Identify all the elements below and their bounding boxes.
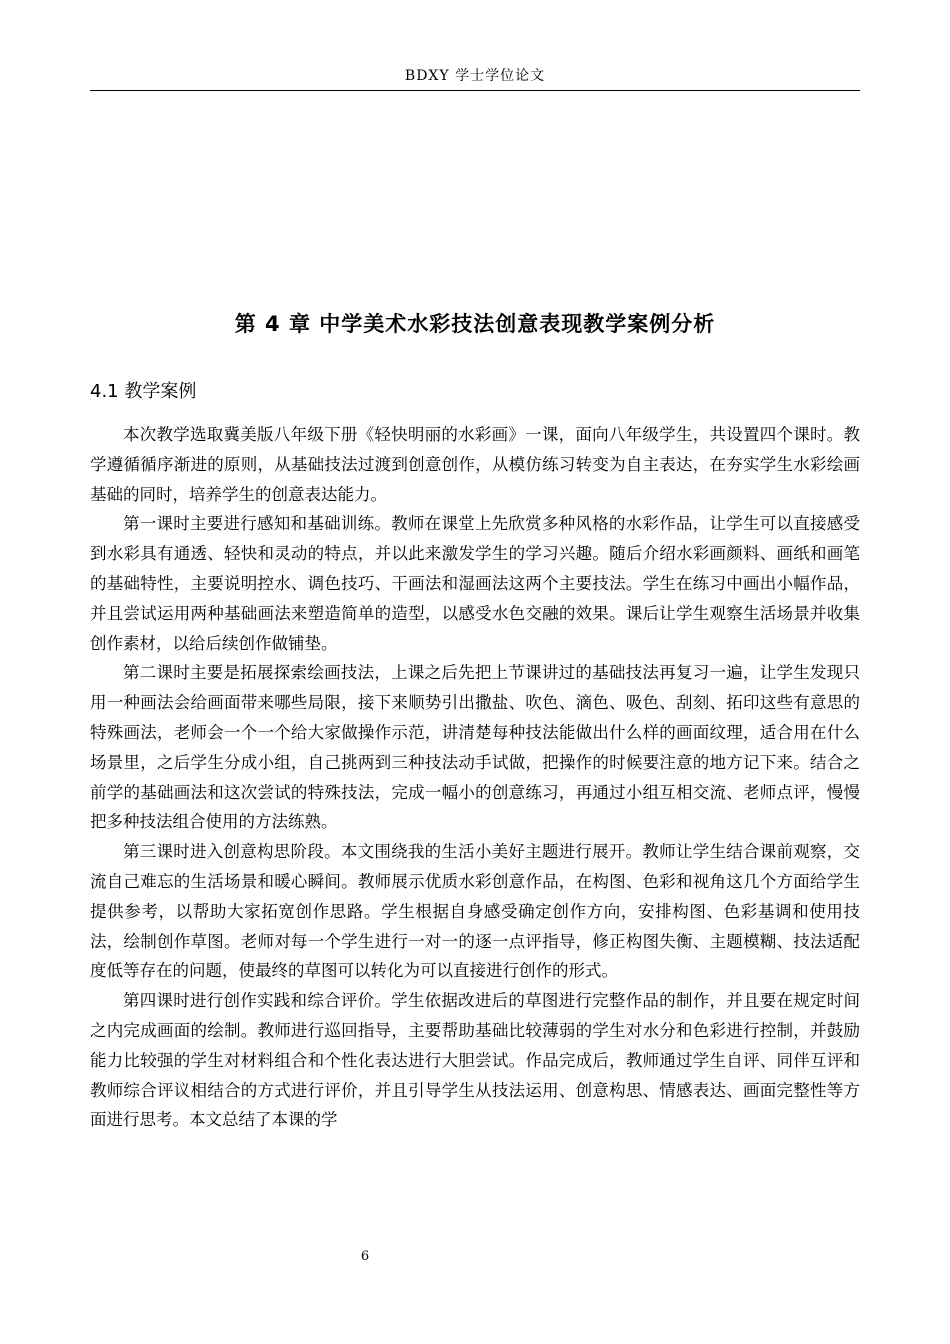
running-header: BDXY 学士学位论文 [404, 68, 546, 84]
paragraph: 第一课时主要进行感知和基础训练。教师在课堂上先欣赏多种风格的水彩作品，让学生可以直接感受到水彩具有通透、轻快和灵动的特点，并以此来激发学生的学习兴趣。随后介绍水彩画颜料、画纸和画笔的基础特性，主要说明控水、调色技巧、干画法和湿画法这两个主要技法。学生在练习中画出小幅作品，并且尝试运用两种基础画法来塑造简单的造型，以感受水色交融的效果。课后让学生观察生活场景并收集创作素材，以给后续创作做铺垫。 [90, 514, 860, 653]
body-text [90, 420, 860, 1135]
header-rule [90, 90, 860, 91]
paragraph: 第二课时主要是拓展探索绘画技法，上课之后先把上节课讲过的基础技法再复习一遍，让学生发现只用一种画法会给画面带来哪些局限，接下来顺势引出撒盐、吹色、滴色、吸色、刮刻、拓印这些有意思的特殊画法，老师会一个一个给大家做操作示范，讲清楚每种技法能做出什么样的画面纹理，适合用在什么场景里，之后学生分成小组，自己挑两到三种技法动手试做，把操作的时候要注意的地方记下来。结合之前学的基础画法和这次尝试的特殊技法，完成一幅小的创意练习，再通过小组互相交流、老师点评，慢慢把多种技法组合使用的方法练熟。 [90, 663, 860, 832]
paragraph: 第四课时进行创作实践和综合评价。学生依据改进后的草图进行完整作品的制作，并且要在规定时间之内完成画面的绘制。教师进行巡回指导，主要帮助基础比较薄弱的学生对水分和色彩进行控制，并鼓励能力比较强的学生对材料组合和个性化表达进行大胆尝试。作品完成后，教师通过学生自评、同伴互评和教师综合评议相结合的方式进行评价，并且引导学生从技法运用、创意构思、情感表达、画面完整性等方面进行思考。本文总结了本课的学 [90, 991, 860, 1130]
paragraph: 本次教学选取冀美版八年级下册《轻快明丽的水彩画》一课，面向八年级学生，共设置四个课时。教学遵循循序渐进的原则，从基础技法过渡到创意创作，从模仿练习转变为自主表达，在夯实学生水彩绘画基础的同时，培养学生的创意表达能力。 [90, 425, 860, 504]
chapter-title: 第 4 章 中学美术水彩技法创意表现教学案例分析 [234, 312, 716, 336]
section-heading: 4.1 教学案例 [90, 381, 197, 402]
page-number: 6 [360, 1249, 370, 1264]
paragraph: 第三课时进入创意构思阶段。本文围绕我的生活小美好主题进行展开。教师让学生结合课前观察，交流自己难忘的生活场景和暖心瞬间。教师展示优质水彩创意作品，在构图、色彩和视角这几个方面给学生提供参考，以帮助大家拓宽创作思路。学生根据自身感受确定创作方向，安排构图、色彩基调和使用技法，绘制创作草图。老师对每一个学生进行一对一的逐一点评指导，修正构图失衡、主题模糊、技法适配度低等存在的问题，使最终的草图可以转化为可以直接进行创作的形式。 [90, 842, 860, 981]
